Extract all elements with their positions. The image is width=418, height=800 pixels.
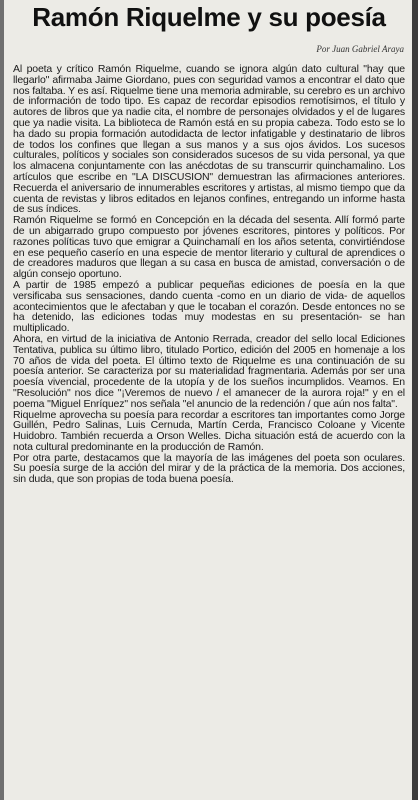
paragraph-5: Riquelme aprovecha su poesía para recordar a escritores tan importantes como Jorge Guillén, Pedro Salinas, Luis Cernuda, Martín Cerda, Francisco Coloane y Vicente Huidobro. También recuerda a Orson Welles. Dicha situación está de acuerdo con la nota cultural predominante en la producción de Ramón. — [13, 408, 405, 453]
paragraph-1: Al poeta y crítico Ramón Riquelme, cuando se ignora algún dato cultural "hay que llegarlo" afirmaba Jaime Giordano, pues con seguridad vamos a encontrar el dato que nos faltaba. Y es así. Riquelme tiene una memoria admirable, su cerebro es un archivo de información de todo tipo. Es capaz de recordar episodios remotísimos, el título y autores de libros que ya nadie cita, el nombre de personajes olvidados y el de lugares que ya nadie visita. La biblioteca de Ramón está en su propia cabeza. Todo esto se lo ha dado su propia formación autodidacta de lector infatigable y destinatario de libros de todos los confines que llegan a sus manos y a sus ojos ávidos. Los sucesos culturales, políticos y sociales son considerados sucesos de su vida personal, ya que los almacena conjuntamente con las anécdotas de su transcurrir quinchamalino. Los artículos que escribe en "LA DISCUSION" demuestran las afirmaciones anteriores. Recuerda el aniversario de innumerables escritores y artistas, al mismo tiempo que da cuenta de revistas y libros editados en lejanos confines, entregando un informe hasta de sus índices. — [13, 63, 405, 216]
paragraph-3: A partir de 1985 empezó a publicar pequeñas ediciones de poesía en la que versificaba sus sensaciones, dando cuenta -como en un diario de vida- de aquellos acontecimientos que le afectaban y que le tocaban el corazón. Desde entonces no se ha detenido, las ediciones todas muy modestas en su presentación- se han multiplicado. — [13, 278, 405, 335]
article-body — [13, 64, 405, 485]
left-edge-shadow — [0, 0, 4, 800]
paragraph-2: Ramón Riquelme se formó en Concepción en la década del sesenta. Allí formó parte de un abigarrado grupo compuesto por jóvenes escritores, pintores y políticos. Por razones políticas tuvo que emigrar a Quinchamalí en los años setenta, convirtiéndose en ese pequeño caserío en una especie de mentor literario y cultural de aprendices o de creadores maduros que llegan a su casa en busca de amistad, conversación o de algún consejo oportuno. — [13, 214, 405, 281]
right-edge-shadow — [412, 0, 418, 800]
paragraph-6: Por otra parte, destacamos que la mayoría de las imágenes del poeta son oculares. Su poesía surge de la acción del mirar y de la práctica de la memoria. Dos acciones, sin duda, que son propias de toda buena poesía. — [13, 451, 405, 486]
paragraph-4: Ahora, en virtud de la iniciativa de Antonio Rerrada, creador del sello local Ediciones Tentativa, publica su último libro, titulado Portico, edición del 2005 en homenaje a los 70 años de vida del poeta. El último texto de Riquelme es una continuación de su poesía anterior. Se caracteriza por su materialidad fragmentaria. Además por ser una poesía vivencial, procedente de la utopía y de los sueños incumplidos. Veamos. En "Resolución" nos dice "¡Veremos de nuevo / el amanecer de la aurora roja!" y en el poema "Miguel Enríquez" nos señala "el anuncio de la redención / que aún nos falta". — [13, 332, 405, 410]
headline: Ramón Riquelme y su poesía — [32, 2, 386, 32]
byline: Por Juan Gabriel Araya — [316, 44, 404, 54]
